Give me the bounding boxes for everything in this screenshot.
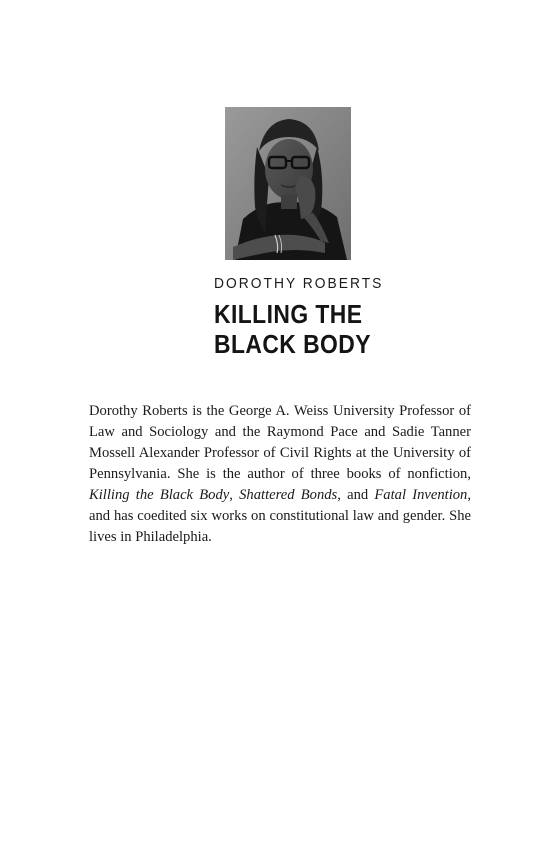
bio-book-title-1: Killing the Black Body xyxy=(89,487,230,503)
author-name: DOROTHY ROBERTS xyxy=(214,275,384,292)
book-title xyxy=(214,299,390,359)
book-title-line-1: KILLING THE xyxy=(214,299,363,329)
title-block xyxy=(214,273,414,359)
bio-separator-1: , xyxy=(229,487,240,503)
author-photo xyxy=(225,107,351,260)
bio-text-1: Dorothy Roberts is the George A. Weiss University Professor of Law and Sociology and the Raymond Pace and Sadie Tanner Mossell Alexander Professor of Civil Rights at the University of Pennsylvania. She is the author of three books of nonfiction, xyxy=(89,403,471,482)
bio-separator-2: , and xyxy=(337,487,375,503)
bio-book-title-3: Fatal Invention xyxy=(374,487,468,503)
author-portrait-image xyxy=(225,107,351,260)
bio-book-title-2: Shattered Bonds xyxy=(239,487,338,503)
book-title-line-2: BLACK BODY xyxy=(214,329,371,359)
author-bio xyxy=(89,401,471,548)
bio-text-2: , and has coedited six works on constitutional law and gender. She lives in Philadelphia. xyxy=(89,487,471,545)
